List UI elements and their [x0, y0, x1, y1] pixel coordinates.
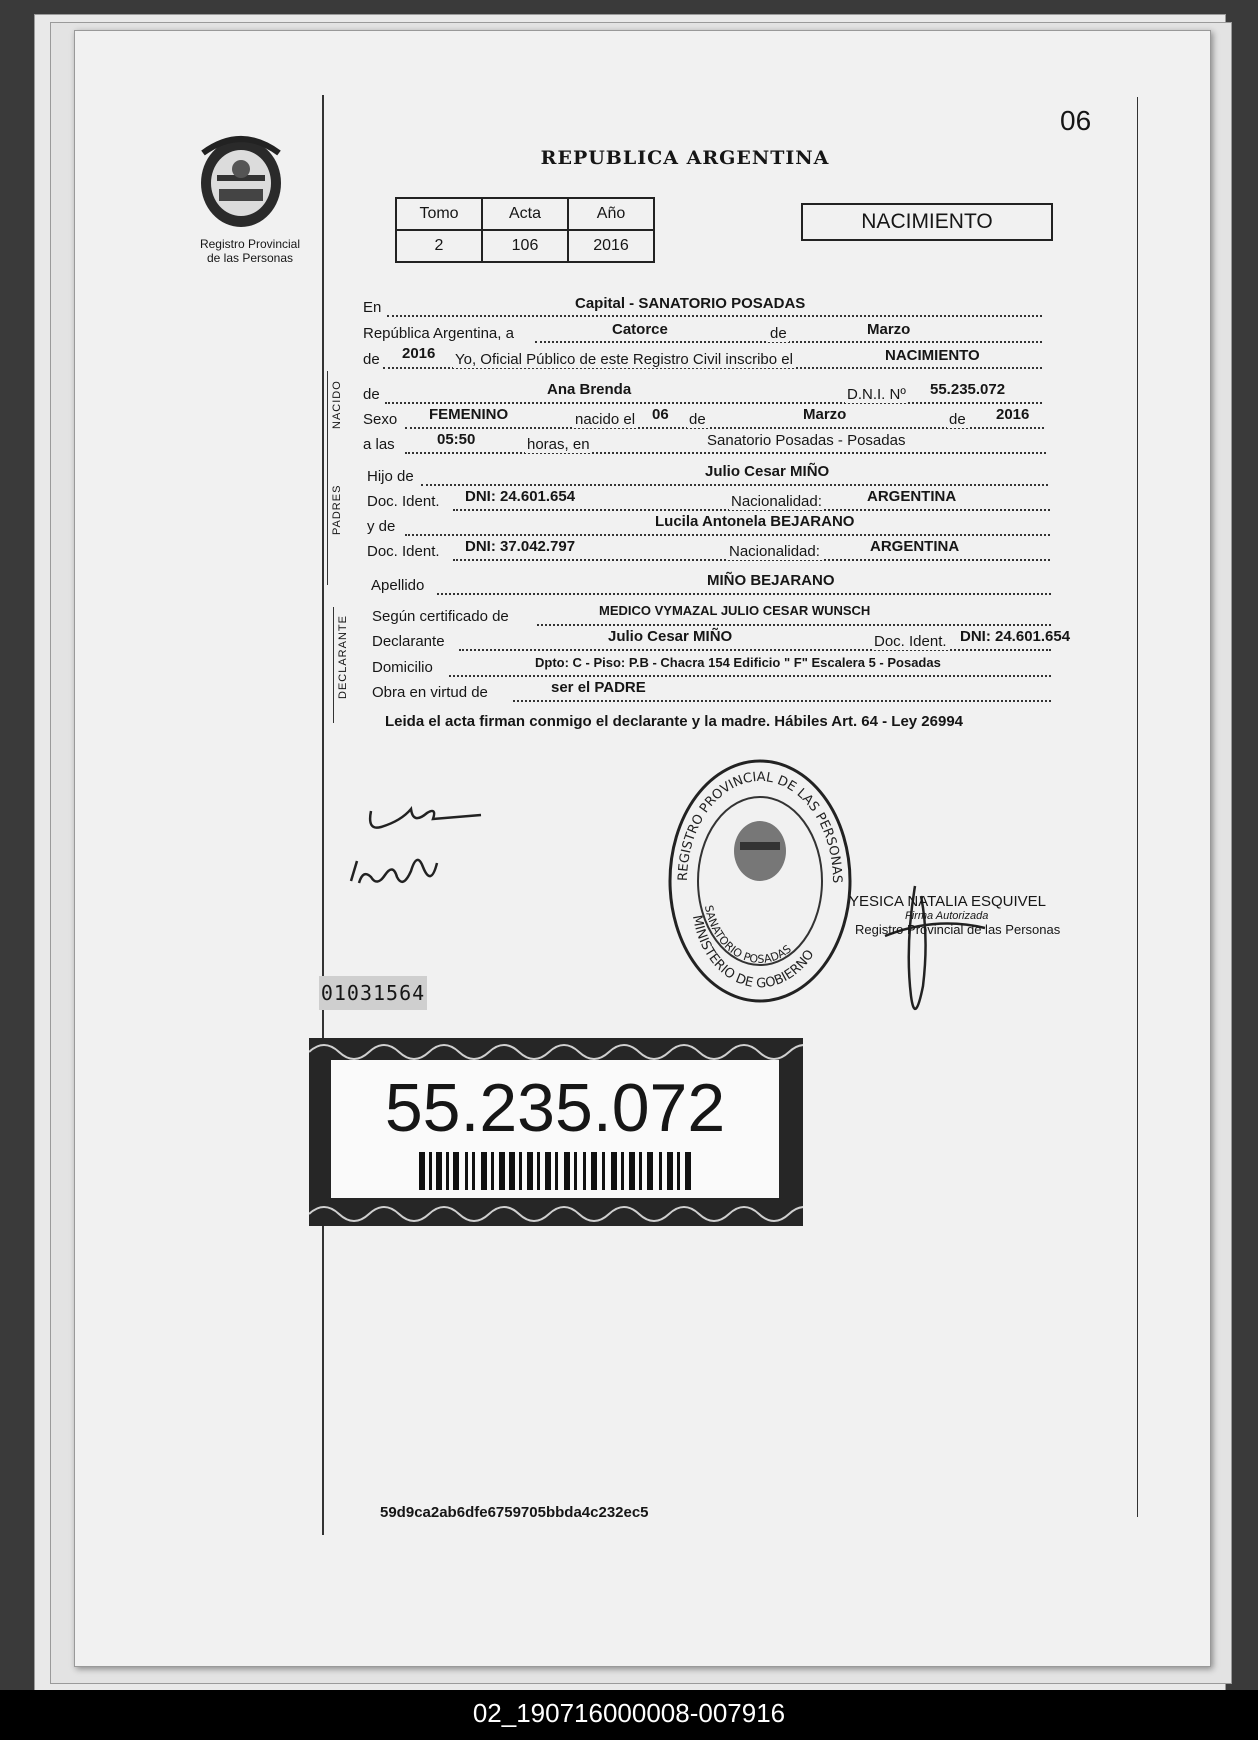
value-padre-nac: ARGENTINA	[867, 488, 957, 505]
signature-declarante	[341, 791, 491, 931]
section-declarante-label: DECLARANTE	[337, 615, 349, 699]
value-dia-letras: Catorce	[612, 321, 668, 338]
label-hijo-de: Hijo de	[367, 468, 414, 485]
label-nacionalidad2: Nacionalidad:	[729, 543, 820, 560]
label-declarante: Declarante	[372, 633, 445, 650]
label-y-de: y de	[367, 518, 396, 535]
value-mes-nac: Marzo	[803, 406, 847, 423]
label-apellido: Apellido	[371, 577, 425, 594]
value-domicilio: Dpto: C - Piso: P.B - Chacra 154 Edificio " F" Escalera 5 - Posadas	[535, 655, 941, 670]
value-lugar: Capital - SANATORIO POSADAS	[575, 295, 806, 312]
dotted-line	[421, 484, 1048, 486]
dni-label-panel	[331, 1060, 779, 1198]
value-certificado: MEDICO VYMAZAL JULIO CESAR WUNSCH	[599, 603, 871, 618]
official-role: Firma Autorizada	[905, 910, 989, 922]
label-doc-ident3: Doc. Ident.	[874, 633, 947, 650]
acta-header: Acta	[482, 198, 568, 230]
dotted-line	[405, 452, 1046, 454]
stamp-bottom-text: MINISTERIO DE GOBIERNO	[688, 913, 818, 992]
label-horas-en: horas, en	[527, 436, 590, 453]
stamp-outer-text: REGISTRO PROVINCIAL DE LAS PERSONAS	[675, 769, 845, 884]
value-anio-inscripcion: 2016	[402, 345, 436, 362]
acta-value: 106	[482, 230, 568, 262]
dotted-line	[437, 593, 1051, 595]
label-nacionalidad: Nacionalidad:	[731, 493, 822, 510]
registry-label-line1: Registro Provincial	[199, 237, 301, 251]
value-apellido: MIÑO BEJARANO	[707, 572, 835, 589]
value-declarante-doc: DNI: 24.601.654	[960, 628, 1071, 645]
value-anio-nac: 2016	[996, 406, 1030, 423]
tomo-header: Tomo	[396, 198, 482, 230]
dni-number: 55.235.072	[384, 1070, 726, 1146]
record-table	[395, 197, 655, 263]
document-title: REPUBLICA ARGENTINA	[540, 147, 830, 169]
record-type-box: NACIMIENTO	[801, 203, 1053, 241]
registry-label	[180, 237, 320, 265]
value-declarante: Julio Cesar MIÑO	[608, 628, 733, 645]
tomo-value: 2	[396, 230, 482, 262]
dotted-line	[459, 649, 1051, 651]
label-nacido-el: nacido el	[575, 411, 636, 428]
label-de: de	[770, 325, 787, 342]
label-domicilio: Domicilio	[372, 659, 433, 676]
label-segun: Según certificado de	[372, 608, 509, 625]
value-obra: ser el PADRE	[551, 679, 646, 696]
value-lugar-nac: Sanatorio Posadas - Posadas	[707, 432, 906, 449]
section-padres-label: PADRES	[331, 484, 343, 535]
anio-value: 2016	[568, 230, 654, 262]
label-obra: Obra en virtud de	[372, 684, 488, 701]
provincial-seal-logo	[195, 131, 287, 231]
right-margin-rule	[1137, 97, 1138, 1517]
label-republica: República Argentina, a	[363, 325, 514, 342]
value-madre-nac: ARGENTINA	[870, 538, 960, 555]
serial-number: 01031564	[319, 976, 427, 1010]
official-stamp	[665, 756, 855, 1006]
value-sexo: FEMENINO	[429, 406, 509, 423]
value-madre: Lucila Antonela BEJARANO	[655, 513, 855, 530]
section-nacido-label: NACIDO	[331, 380, 343, 429]
anio-header: Año	[568, 198, 654, 230]
value-padre-doc: DNI: 24.601.654	[465, 488, 576, 505]
dni-label	[309, 1038, 803, 1226]
page-number: 06	[1060, 105, 1092, 136]
margin-rule	[322, 95, 324, 1535]
label-de-yo: de	[363, 351, 380, 368]
value-dni: 55.235.072	[930, 381, 1006, 398]
stamp-middle-text: SANATORIO POSADAS	[701, 904, 794, 966]
value-tipo: NACIMIENTO	[885, 347, 980, 364]
dotted-line	[537, 624, 1051, 626]
official-signature-block	[845, 893, 1060, 937]
value-nombre: Ana Brenda	[547, 381, 632, 398]
label-dni: D.N.I. Nº	[847, 386, 906, 403]
label-doc-ident2: Doc. Ident.	[367, 543, 440, 560]
label-de-mes: de	[689, 411, 706, 428]
label-yo: Yo, Oficial Público de este Registro Civil inscribo el	[455, 351, 793, 368]
dotted-line	[449, 675, 1051, 677]
barcode	[419, 1152, 699, 1190]
dotted-line	[387, 315, 1042, 317]
registry-label-line2: de las Personas	[206, 251, 294, 265]
label-doc-ident: Doc. Ident.	[367, 493, 440, 510]
dotted-line	[385, 402, 1042, 404]
birth-certificate-page	[74, 30, 1211, 1667]
official-name: YESICA NATALIA ESQUIVEL	[849, 893, 1047, 910]
label-de-name: de	[363, 386, 380, 403]
value-hora: 05:50	[437, 431, 476, 448]
dotted-line	[405, 534, 1050, 536]
label-en: En	[363, 299, 382, 316]
label-a-las: a las	[363, 436, 395, 453]
closing-text: Leida el acta firman conmigo el declarante y la madre. Hábiles Art. 64 - Ley 26994	[385, 713, 964, 730]
label-de-anio: de	[949, 411, 966, 428]
document-hash: 59d9ca2ab6dfe6759705bbda4c232ec5	[380, 1504, 649, 1521]
value-madre-doc: DNI: 37.042.797	[465, 538, 576, 555]
official-office: Registro Provincial de las Personas	[855, 922, 1061, 937]
value-mes-inscripcion: Marzo	[867, 321, 911, 338]
value-padre: Julio Cesar MIÑO	[705, 463, 830, 480]
label-sexo: Sexo	[363, 411, 398, 428]
scan-id: 02_190716000008-007916	[472, 1698, 786, 1728]
value-dia-nac: 06	[652, 406, 669, 423]
dotted-line	[513, 700, 1051, 702]
